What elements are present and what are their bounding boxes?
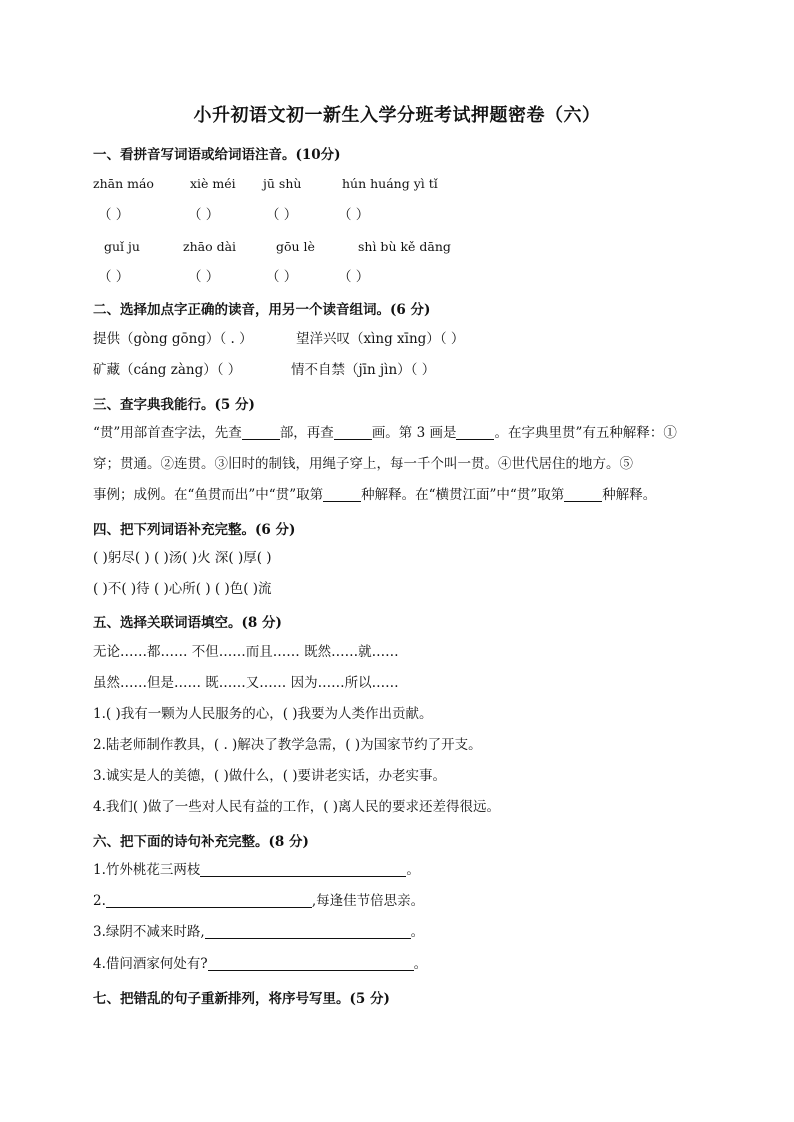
section-3-heading: 三、查字典我能行。(5 分) <box>93 397 255 413</box>
answer-paren[interactable]: （ ） <box>338 207 370 223</box>
question-text: 种解释。在“横贯江面”中“贯”取第 <box>361 487 565 503</box>
answer-paren[interactable]: （ ） <box>266 269 298 285</box>
question-line: ( )不( )待 ( )心所( ) ( )色( )流 <box>93 581 272 597</box>
question-text: 部，再查 <box>279 425 334 441</box>
fill-blank[interactable] <box>205 924 411 939</box>
question-text: “贯”用部首查字法，先查 <box>93 425 242 441</box>
question-line: 4.我们( )做了一些对人民有益的工作，( )离人民的要求还差得很远。 <box>93 799 501 815</box>
question-text: ,每逢佳节倍思亲。 <box>311 893 425 909</box>
question-text: 种解释。 <box>602 487 657 503</box>
answer-paren[interactable]: （ ） <box>188 207 220 223</box>
answer-paren[interactable]: （ ） <box>98 207 130 223</box>
answer-paren[interactable]: （ ） <box>266 207 298 223</box>
question-text: 1.竹外桃花三两枝 <box>93 862 201 878</box>
section-1-heading: 一、看拼音写词语或给词语注音。(10分) <box>93 147 341 163</box>
section-2-heading: 二、选择加点字正确的读音，用另一个读音组词。(6 分) <box>93 302 431 318</box>
fill-blank[interactable] <box>334 425 372 440</box>
fill-blank[interactable] <box>564 487 602 502</box>
page-title: 小升初语文初一新生入学分班考试押题密卷（六） <box>193 105 601 126</box>
question-line: 2.陆老师制作教具，( . )解决了教学急需，( )为国家节约了开支。 <box>93 737 482 753</box>
question-text: 。 <box>410 924 425 940</box>
section-7-heading: 七、把错乱的句子重新排列，将序号写里。(5 分) <box>93 991 390 1007</box>
question-line <box>93 424 677 442</box>
poem-line <box>93 955 427 973</box>
section-5-heading: 五、选择关联词语填空。(8 分) <box>93 615 282 631</box>
question-line: 矿藏（cáng zàng）（ ） <box>93 362 242 378</box>
section-4-heading: 四、把下列词语补充完整。(6 分) <box>93 522 296 538</box>
answer-paren[interactable]: （ ） <box>338 269 370 285</box>
question-text: 2. <box>93 893 106 909</box>
question-line: 望洋兴叹（xìng xīng）（ ） <box>296 331 465 347</box>
fill-blank[interactable] <box>208 956 414 971</box>
option-line: 虽然……但是…… 既……又…… 因为……所以…… <box>93 675 399 691</box>
poem-line <box>93 861 420 879</box>
question-text: 4.借问酒家何处有? <box>93 956 208 972</box>
pinyin-item: hún huáng yì tǐ <box>342 176 438 191</box>
question-text: 。在字典里贯”有五种解释：① <box>494 425 677 441</box>
question-line: ( )躬尽( ) ( )汤( )火 深( )厚( ) <box>93 550 272 566</box>
question-text: 。 <box>406 862 420 878</box>
question-line: 情不自禁（jīn jìn）（ ） <box>291 362 436 378</box>
question-line: 穿；贯通。②连贯。③旧时的制钱，用绳子穿上，每一千个叫一贯。④世代居住的地方。⑤ <box>93 456 633 472</box>
pinyin-item: xiè méi <box>190 176 236 191</box>
poem-line <box>93 892 424 910</box>
question-text: 3.绿阴不减来时路, <box>93 924 205 940</box>
section-6-heading: 六、把下面的诗句补充完整。(8 分) <box>93 834 309 850</box>
question-line: 3.诚实是人的美德，( )做什么，( )要讲老实话，办老实事。 <box>93 768 447 784</box>
answer-paren[interactable]: （ ） <box>188 269 220 285</box>
question-text: 画。第 3 画是 <box>371 425 457 441</box>
poem-line <box>93 923 424 941</box>
question-line: 提供（gòng gōng）（ . ） <box>93 331 253 347</box>
question-line: 1.( )我有一颗为人民服务的心，( )我要为人类作出贡献。 <box>93 706 433 722</box>
fill-blank[interactable] <box>200 862 406 877</box>
pinyin-item: jū shù <box>263 176 302 191</box>
fill-blank[interactable] <box>456 425 494 440</box>
pinyin-item: gōu lè <box>276 239 315 254</box>
pinyin-item: zhān máo <box>93 176 154 191</box>
question-text: 事例；成例。在“鱼贯而出”中“贯”取第 <box>93 487 324 503</box>
question-line <box>93 486 656 504</box>
fill-blank[interactable] <box>242 425 280 440</box>
question-text: 。 <box>413 956 428 972</box>
pinyin-item: zhāo dài <box>183 239 237 254</box>
answer-paren[interactable]: （ ） <box>98 269 130 285</box>
option-line: 无论……都…… 不但……而且…… 既然……就…… <box>93 644 399 660</box>
pinyin-item: shì bù kě dāng <box>358 239 451 254</box>
pinyin-item: guǐ ju <box>104 239 140 254</box>
fill-blank[interactable] <box>106 893 312 908</box>
fill-blank[interactable] <box>323 487 361 502</box>
